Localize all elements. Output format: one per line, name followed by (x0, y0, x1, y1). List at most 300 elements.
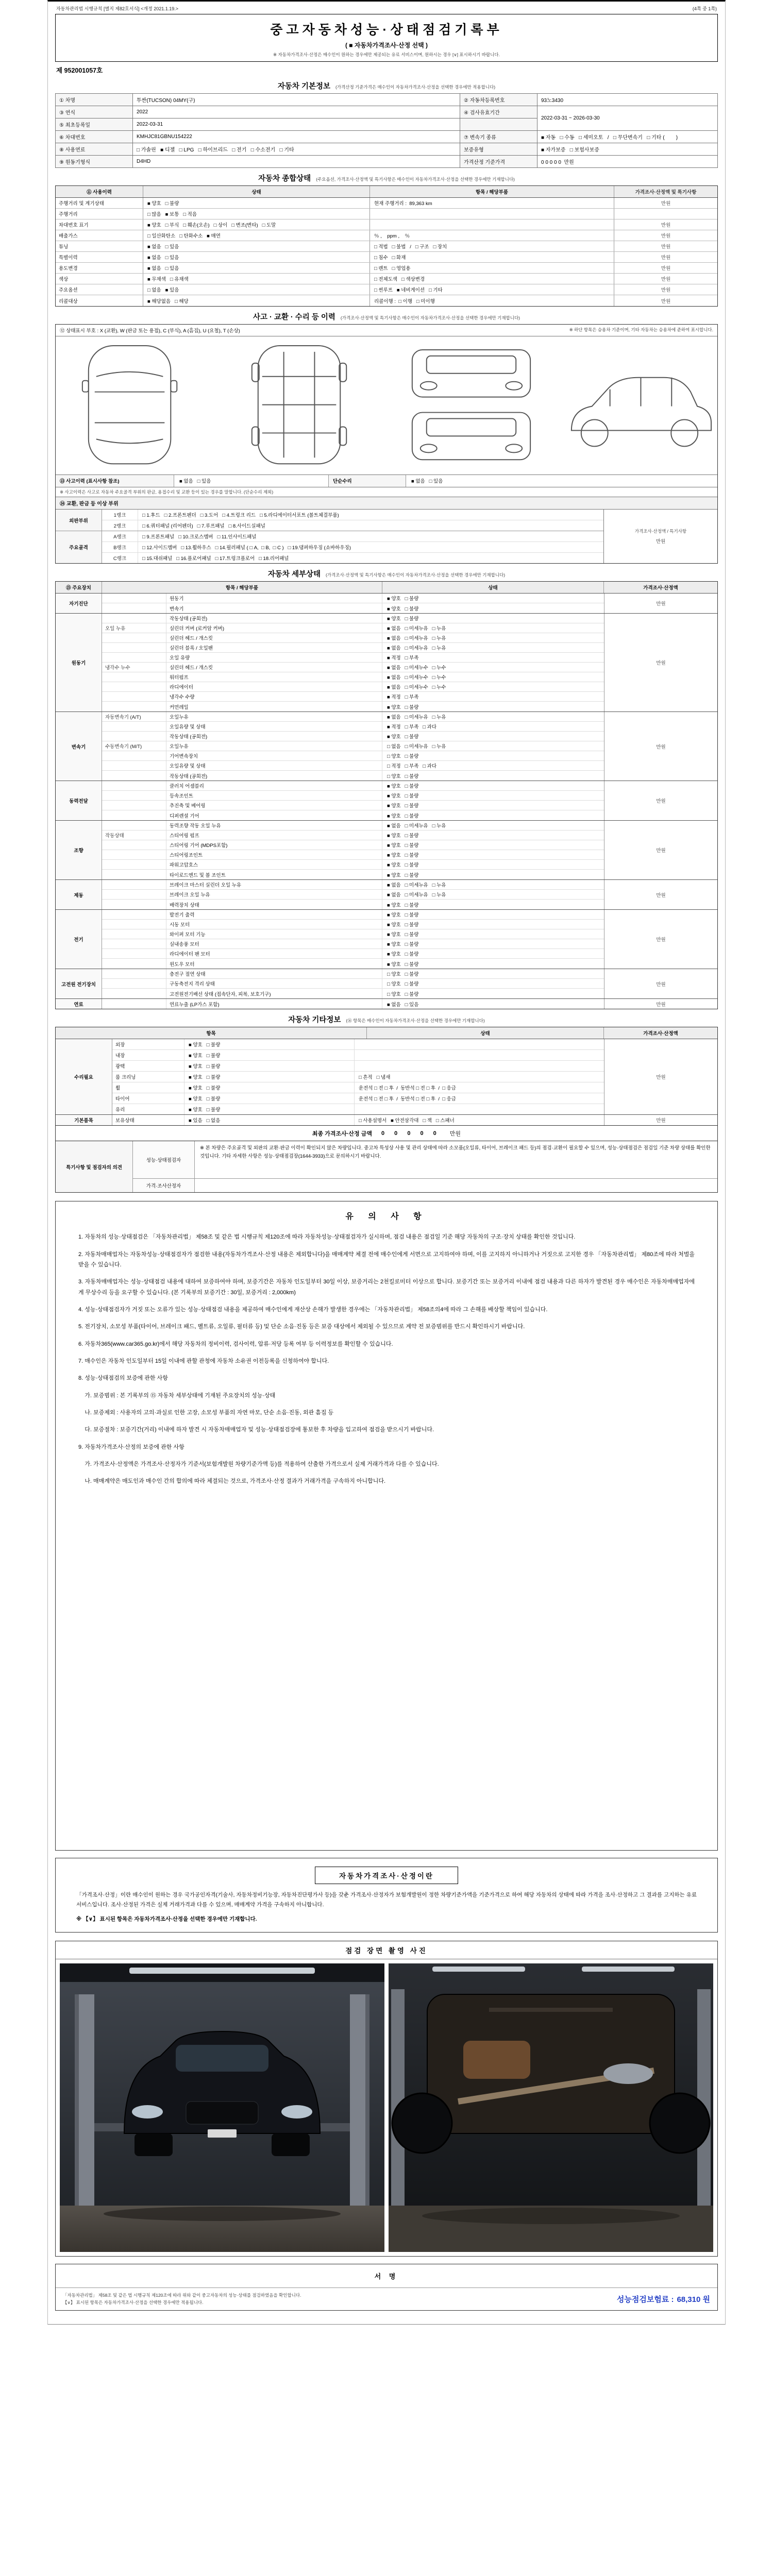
detail-row (102, 614, 604, 623)
notice-item: 6. 자동차365(www.car365.go.kr)에서 해당 자동차의 정비이력, 검사이력, 압류·저당 등록 여부 등 이력정보를 확인할 수 있습니다. (78, 1341, 393, 1347)
detail-row-state: ■ 양호 □ 불량 (387, 961, 419, 968)
detail-row-state: ■ 양호 □ 불량 (387, 843, 419, 849)
detail-row-label: 오일누유 (166, 712, 382, 721)
detail-row-category (102, 801, 166, 810)
main-frame-label: 주요골격 (56, 531, 102, 563)
etc-row-label: 외장 (112, 1039, 184, 1049)
detail-header-price: 가격조사·산정액 (643, 585, 678, 591)
photo-front-art (60, 1963, 384, 2252)
detail-row (102, 890, 604, 900)
signature-notes (63, 2292, 301, 2306)
inspection-photo-grid (56, 1959, 717, 2256)
detail-row-label: 시동 모터 (166, 920, 382, 929)
appraiser-opinion-text (195, 1179, 717, 1192)
overall-row-label: 특별이력 (56, 252, 143, 262)
etc-row (112, 1082, 604, 1093)
detail-row-state: □ 양호 □ 불량 (387, 991, 419, 997)
detail-row-category (102, 850, 166, 859)
detail-row (102, 791, 604, 801)
detail-row-label: 워터펌프 (166, 672, 382, 682)
etc-row-extra: 운전석 □ 전 □ 후 / 동반석 □ 전 □ 후 / □ 응급 (359, 1096, 456, 1103)
section-etc-title: 자동차 기타정보 (288, 1016, 341, 1025)
detail-row-label: 브레이크 오일 누유 (166, 890, 382, 899)
car-underbody-view-diagram (252, 346, 346, 464)
etc-row-state: ■ 양호 □ 불량 (184, 1093, 355, 1104)
overall-row (56, 198, 717, 209)
detail-row-state: ■ 없음 □ 있음 (387, 1002, 419, 1008)
detail-row (102, 840, 604, 850)
overall-row (56, 295, 717, 306)
detail-row (102, 959, 604, 969)
detail-row-category (102, 989, 166, 998)
detail-row-state: ■ 양호 □ 불량 (387, 596, 419, 602)
detail-row (102, 643, 604, 653)
overall-row-label: 주행거리 (56, 209, 143, 219)
overall-row-state: ■ 양호 □ 불량 (143, 198, 370, 208)
part-rank-items: □ 6.쿼터패널 (리어펜더) □ 7.루프패널 □ 8.사이드실패널 (142, 523, 265, 530)
opinion-label: 특기사항 및 점검자의 의견 (56, 1141, 133, 1192)
overall-row-price: 만원 (661, 266, 671, 272)
overall-row-state: □ 없음 ■ 있음 (143, 284, 370, 295)
detail-row-label: 충전구 절연 상태 (166, 969, 382, 978)
detail-row-state: ■ 양호 □ 불량 (387, 853, 419, 859)
etc-group-price: 만원 (604, 1039, 717, 1114)
inspection-fee-label: 성능점검보험료 : (616, 2295, 674, 2304)
detail-row (102, 594, 604, 603)
detail-row-label: 클러치 어셈블리 (166, 781, 382, 790)
detail-row-state: ■ 양호 □ 불량 (387, 862, 419, 869)
overall-row (56, 209, 717, 219)
detail-row-state: ■ 양호 □ 불량 (387, 793, 419, 800)
detail-row (102, 702, 604, 711)
detail-group-rows (102, 880, 604, 909)
detail-row-label: 배력장치 상태 (166, 900, 382, 909)
notice-item: 3. 자동차매매업자는 성능·상태점검 내용에 대하여 보증하여야 하며, 보증기간은 자동차 인도일부터 30일 이상, 보증거리는 2천킬로미터 이상으로 합니다. 보증기간 또는 보증거리 이내에 점검 내용과 다른 하자가 발견된 경우 매수인은 자동차매매업자에게 무상수리 등을 요구할 수 있습니다. (본 기록부의 보증기간 : 30일, 보증거리 : 2,000km) (78, 1279, 695, 1296)
overall-row-extra: □ 적법 □ 불법 / □ 구조 □ 장치 (370, 241, 614, 251)
detail-row (102, 979, 604, 989)
detail-row (102, 850, 604, 860)
detail-row-category (102, 751, 166, 760)
detail-row-category: 오일 누유 (102, 623, 166, 633)
section-overall-title: 자동차 종합상태 (258, 175, 311, 183)
detail-header-state: 상태 (382, 582, 604, 593)
detail-row-label: 디퍼렌셜 기어 (166, 810, 382, 820)
detail-row-state: ■ 없음 □ 미세누유 □ 누유 (387, 892, 446, 899)
detail-row-state: ■ 없음 □ 미세누유 □ 누유 (387, 823, 446, 829)
detail-row-label: 커먼레일 (166, 702, 382, 711)
overall-row-state: ■ 무채색 □ 유채색 (143, 274, 370, 284)
detail-row (102, 623, 604, 633)
detail-group-rows (102, 969, 604, 998)
overall-row-price (614, 209, 717, 219)
detail-group-name: 원동기 (56, 614, 102, 711)
section-overall-note: (주요옵션, 가격조사·산정액 및 특기사항은 매수인이 자동차가격조사·산정을 선택한 경우에만 기재합니다) (316, 177, 515, 182)
detail-row-category (102, 969, 166, 978)
accident-history-note: ※ 사고이력은 사고로 자동차 주요골격 부위의 판금, 용접수리 및 교환 등이 있는 경우를 말합니다. (단순수리 제외) (56, 487, 717, 497)
overall-row-state: ■ 없음 □ 있음 (143, 252, 370, 262)
detail-row-category (102, 672, 166, 682)
inspection-fee (617, 2294, 710, 2304)
overall-row-extra: □ 침수 □ 화재 (370, 252, 614, 262)
overall-row-state: ■ 양호 □ 부식 □ 훼손(오손) □ 상이 □ 변조(변타) □ 도말 (143, 219, 370, 230)
etc-row-extra (355, 1039, 604, 1049)
detail-row-state: ■ 적정 □ 부족 □ 과다 (387, 724, 437, 731)
engine-type-value: D4HD (133, 156, 460, 168)
exchange-section-label: ⑭ 교환, 판금 등 이상 부위 (56, 497, 717, 510)
final-price-label: 최종 가격조사·산정 금액 (312, 1130, 372, 1137)
detail-group-rows (102, 712, 604, 781)
inspection-photo-front (60, 1963, 384, 2252)
overall-header-row (56, 186, 717, 198)
detail-row-label: 작동상태 (공회전) (166, 614, 382, 623)
detail-row-label: 발전기 출력 (166, 910, 382, 919)
detail-row (102, 692, 604, 702)
detail-group-rows (102, 594, 604, 613)
detail-row (102, 672, 604, 682)
notice-item: 8. 성능·상태점검의 보증에 관한 사항 (78, 1375, 168, 1382)
photo-underbody-art (389, 1963, 713, 2252)
detail-row-label: 실린더 커버 (로커암 커버) (166, 623, 382, 633)
overall-row (56, 252, 717, 263)
etc-group-rows (112, 1115, 604, 1125)
form-reference-row (55, 4, 718, 14)
detail-row-state: ■ 없음 □ 미세누수 □ 누수 (387, 685, 446, 691)
accident-history-label: ⑬ 사고이력 (표시사항 참조) (56, 475, 174, 487)
detail-group-steering (56, 821, 717, 880)
detail-row-category (102, 910, 166, 919)
outer-panel-label: 외판부위 (56, 510, 102, 531)
detail-row-state: ■ 양호 □ 불량 (387, 734, 419, 740)
detail-row-category (102, 900, 166, 909)
etc-row-label: 타이어 (112, 1093, 184, 1104)
overall-row-state: ■ 없음 □ 있음 (143, 263, 370, 273)
etc-row-state: ■ 있음 □ 없음 (184, 1115, 355, 1125)
part-rank-row (102, 542, 603, 553)
detail-row-label: 윈도우 모터 (166, 959, 382, 969)
detail-row (102, 929, 604, 939)
part-rank-row (102, 553, 603, 563)
detail-row-label: 오일유량 및 상태 (166, 722, 382, 731)
detail-row-label: 스티어링조인트 (166, 850, 382, 859)
etc-row (112, 1115, 604, 1125)
etc-group-basicitems (56, 1115, 717, 1125)
price-survey-info-title: 자동차가격조사·산정이란 (315, 1867, 458, 1884)
accident-price-label: 가격조사·산정액 / 특기사항 (634, 529, 687, 534)
detail-row-label: 동력조향 작동 오일 누유 (166, 821, 382, 830)
etc-row-state: ■ 양호 □ 불량 (184, 1039, 355, 1049)
detail-row-label: 실내송풍 모터 (166, 939, 382, 948)
detail-row-category (102, 702, 166, 711)
etc-row-label: 보유상태 (112, 1115, 184, 1125)
overall-row-price: 만원 (661, 201, 671, 207)
inspection-photos-section (55, 1941, 718, 2257)
base-price-value: 0 0 0 0 0 만원 (537, 156, 718, 168)
etc-group-repair (56, 1039, 717, 1115)
car-views-diagram (58, 341, 715, 469)
detail-group-name: 고전원 전기장치 (56, 969, 102, 998)
detail-row-category (102, 732, 166, 741)
section-detail-title: 자동차 세부상태 (267, 570, 321, 579)
detail-row-label: 작동상태 (공회전) (166, 732, 382, 741)
accident-history-table (55, 324, 718, 564)
etc-header-row (56, 1027, 717, 1039)
detail-row-category: 작동상태 (102, 831, 166, 840)
notice-item: 9. 자동차가격조사·산정의 보증에 관한 사항 (78, 1444, 184, 1450)
detail-row-label: 오일누유 (166, 741, 382, 751)
detail-row-state: □ 적정 □ 부족 □ 과다 (387, 764, 437, 770)
opinion-rows (133, 1141, 717, 1192)
detail-row-category (102, 999, 166, 1009)
etc-row-label: 유리 (112, 1104, 184, 1114)
vin-label: ⑥ 차대번호 (56, 131, 133, 143)
notice-title: 유 의 사 항 (345, 1212, 428, 1222)
part-rank-items: □ 1.후드 □ 2.프론트펜더 □ 3.도어 □ 4.트렁크 리드 □ 5.라디에이터서포트 (볼트체결부품) (142, 513, 339, 519)
detail-row-state: □ 양호 □ 불량 (387, 972, 419, 978)
detail-group-name: 자기진단 (56, 594, 102, 613)
overall-header-item: 항목 / 해당부품 (370, 186, 614, 197)
detail-row-label: 변속기 (166, 603, 382, 613)
overall-row-label: 차대번호 표기 (56, 219, 143, 230)
etc-row-label: 내장 (112, 1050, 184, 1060)
detail-row (102, 821, 604, 831)
section-etc-head (55, 1009, 718, 1027)
fuel-label: ⑧ 사용연료 (56, 143, 133, 156)
overall-row-price: 만원 (661, 255, 671, 261)
title-box (55, 14, 718, 62)
detail-group-price: 만원 (604, 594, 717, 613)
detail-row (102, 781, 604, 791)
overall-rows (56, 198, 717, 306)
inspection-photos-title: 점검 장면 촬영 사진 (56, 1941, 717, 1959)
signature-label: 서 명 (56, 2264, 717, 2288)
etc-info-table (55, 1027, 718, 1126)
price-survey-select-label: ( ■ 자동차가격조사·산정 선택 ) (345, 42, 428, 49)
detail-row-category (102, 860, 166, 869)
base-price-label: 가격산정 기준가격 (460, 156, 537, 168)
notice-item: 가. 보증범위 : 본 기록부의 ⑮ 자동차 세부상태에 기재된 주요장치의 성능·상태 (78, 1392, 276, 1399)
section-overall-head (55, 168, 718, 185)
inspection-fee-value: 68,310 원 (677, 2295, 710, 2304)
etc-row-label: 휠 (112, 1082, 184, 1093)
etc-row (112, 1039, 604, 1050)
detail-row-category: 수동변속기 (M/T) (102, 741, 166, 751)
detail-row-state: ■ 양호 □ 불량 (387, 942, 419, 948)
engine-type-label: ⑨ 원동기형식 (56, 156, 133, 168)
overall-row-label: 색상 (56, 274, 143, 284)
notice-item: 4. 성능·상태점검자가 거짓 또는 오류가 있는 성능·상태점검 내용을 제공하여 매수인에게 재산상 손해가 발생한 경우에는 「자동차관리법」 제58조의4에 따라 그 손해를 배상할 책임이 있습니다. (78, 1306, 548, 1313)
overall-header-price: 가격조사·산정액 및 특기사항 (635, 190, 697, 195)
etc-row (112, 1061, 604, 1072)
etc-group-price: 만원 (604, 1115, 717, 1125)
detail-group-name: 연료 (56, 999, 102, 1009)
detail-row-category (102, 761, 166, 770)
part-rank-row (102, 510, 603, 520)
etc-row (112, 1072, 604, 1082)
overall-row-state: ■ 해당없음 □ 해당 (143, 295, 370, 306)
part-rank-items: □ 12.사이드멤버 □ 13.휠하우스 □ 14.필러패널 ( □ A, □ B, □ C ) □ 19.댐퍼하우징 (쇼바하우징) (142, 545, 351, 551)
detail-group-rows (102, 821, 604, 879)
detail-group-price: 만원 (604, 910, 717, 969)
etc-row-extra (355, 1061, 604, 1071)
overall-row-price: 만원 (661, 233, 671, 239)
detail-group-powertrain (56, 781, 717, 821)
detail-row-state: ■ 적정 □ 부족 (387, 694, 419, 701)
part-rank-label: B랭크 (102, 542, 138, 552)
detail-row-state: ■ 양호 □ 불량 (387, 606, 419, 612)
transmission-checkboxes: ■ 자동 □ 수동 □ 세미오토 / □ 무단변속기 □ 기타 ( ) (537, 131, 718, 143)
notice-section (55, 1201, 718, 1851)
detail-row-state: ■ 양호 □ 불량 (387, 922, 419, 928)
detail-row-state: ■ 없음 □ 미세누유 □ 누유 (387, 646, 446, 652)
detail-header-row (56, 582, 717, 594)
detail-row-label: 와이퍼 모터 기능 (166, 929, 382, 939)
detail-row (102, 910, 604, 920)
etc-group-name: 기본품목 (56, 1115, 112, 1125)
detail-row-category (102, 890, 166, 899)
spacer-cell (460, 118, 537, 131)
overall-row-price: 만원 (661, 277, 671, 282)
detail-row-state: □ 양호 □ 불량 (387, 754, 419, 760)
detail-row-label: 기어변속장치 (166, 751, 382, 760)
detail-row-category: 냉각수 누수 (102, 663, 166, 672)
price-survey-info-body: 「가격조사·산정」이란 매수인이 원하는 경우 국가공인자격(기술사, 자동차정비기능장, 자동차진단평가사 등)을 갖춘 가격조사·산정자가 보험개발원이 정한 차량기준가액을 기준가격으로 하여 해당 자동차의 상태에 따라 가격을 조사·산정하고 그 결과를 고지하는 유료 서비스입니다. 조사·산정된 가격은 실제 거래가격과 다를 수 있으며, 매매계약 가격을 구속하지 아니합니다. (76, 1892, 697, 1908)
etc-row-extra (355, 1104, 604, 1114)
detail-row (102, 712, 604, 722)
detail-group-price: 만원 (604, 880, 717, 909)
detail-group-rows (102, 910, 604, 969)
notice-item: 나. 매매계약은 매도인과 매수인 간의 합의에 따라 체결되는 것으로, 가격조사·산정 결과가 거래가격을 구속하지 아니합니다. (78, 1478, 386, 1485)
overall-row-label: 용도변경 (56, 263, 143, 273)
overall-row-price: 만원 (661, 298, 671, 304)
overall-row-price: 만원 (661, 287, 671, 293)
detail-row-category (102, 653, 166, 662)
price-survey-info-note: ※ 【∨】 표시된 항목은 자동차가격조사·산정을 선택한 경우에만 기재합니다. (76, 1916, 257, 1922)
detail-row-category (102, 880, 166, 889)
part-rank-label: 2랭크 (102, 520, 138, 531)
detail-group-name: 전기 (56, 910, 102, 969)
part-rank-row (102, 520, 603, 531)
detail-row (102, 860, 604, 870)
inspector-role-label: 성능·상태점검자 (133, 1141, 195, 1178)
detail-row-label: 타이로드엔드 및 볼 조인트 (166, 870, 382, 879)
reg-no-value: 93노3430 (537, 94, 718, 106)
signature-note-1: 「자동차관리법」 제58조 및 같은 법 시행규칙 제120조에 따라 위와 같이 중고자동차의 성능·상태를 점검하였음을 확인합니다. (63, 2293, 301, 2298)
page-title: 중고자동차성능·상태점검기록부 (270, 23, 503, 37)
detail-group-price: 만원 (604, 781, 717, 820)
accident-history-state: ■ 없음 □ 있음 (174, 475, 329, 487)
inspection-period-label: ④ 검사유효기간 (460, 106, 537, 118)
etc-header-price: 가격조사·산정액 (643, 1031, 678, 1037)
detail-row-label: 스티어링 펌프 (166, 831, 382, 840)
detail-row (102, 732, 604, 741)
model-year-label: ③ 연식 (56, 106, 133, 118)
etc-group-rows (112, 1039, 604, 1114)
detail-row-category (102, 821, 166, 830)
detail-row (102, 949, 604, 959)
accident-legend-note: ※ 하단 항목은 승용차 기준이며, 기타 자동차는 승용차에 준하여 표시합니다. (569, 327, 713, 332)
detail-row-category (102, 722, 166, 731)
detail-row-label: 브레이크 마스터 실린더 오일 누유 (166, 880, 382, 889)
etc-row-state: ■ 양호 □ 불량 (184, 1061, 355, 1071)
car-front-rear-view-diagram (412, 350, 530, 460)
section-accident-title: 사고 · 교환 · 수리 등 이력 (253, 313, 335, 321)
notice-item: 나. 보증제외 : 사용자의 고의·과실로 인한 고장, 소모성 부품의 자연 마모, 단순 소음·진동, 외관 흠집 등 (78, 1410, 334, 1416)
detail-row (102, 969, 604, 979)
part-rank-label: 1랭크 (102, 510, 138, 520)
detail-row-state: ■ 없음 □ 미세누유 □ 누유 (387, 626, 446, 632)
reg-no-label: ② 자동차등록번호 (460, 94, 537, 106)
first-registration-label: ⑤ 최초등록일 (56, 118, 133, 131)
detail-row-label: 라디에이터 팬 모터 (166, 949, 382, 958)
inspection-period-value: 2022-03-31 ~ 2026-03-30 (537, 106, 718, 131)
detail-row-state: ■ 양호 □ 불량 (387, 833, 419, 839)
detail-row-state: ■ 없음 □ 미세누유 □ 누유 (387, 715, 446, 721)
detail-row (102, 989, 604, 998)
warranty-type-checkboxes: ■ 자가보증 □ 보험사보증 (537, 143, 718, 156)
detail-row-label: 작동상태 (공회전) (166, 771, 382, 781)
overall-header-state: 상태 (143, 186, 370, 197)
etc-row-extra: □ 흔적 □ 냄새 (359, 1075, 391, 1081)
detail-row-category (102, 870, 166, 879)
overall-row-state: □ 일산화탄소 □ 탄화수소 ■ 매연 (143, 230, 370, 241)
overall-state-table (55, 185, 718, 307)
detail-row-category (102, 603, 166, 613)
section-accident-head (55, 307, 718, 324)
signature-note-2: 【∨】 표시된 항목은 자동차가격조사·산정을 선택한 경우에만 적용됩니다. (63, 2299, 204, 2305)
detail-group-selfdiagnosis (56, 594, 717, 614)
detail-row (102, 831, 604, 840)
overall-row-label: 주요옵션 (56, 284, 143, 295)
overall-row-label: 주행거리 및 계기상태 (56, 198, 143, 208)
fuel-checkboxes: □ 가솔린 ■ 디젤 □ LPG □ 하이브리드 □ 전기 □ 수소전기 □ 기타 (133, 143, 460, 156)
etc-row-label: 룸 크리닝 (112, 1072, 184, 1082)
etc-row (112, 1104, 604, 1114)
detail-row-state: ■ 양호 □ 불량 (387, 704, 419, 710)
title-note: ※ 자동차가격조사·산정은 매수인이 원하는 경우에만 제공되는 유료 서비스이며, 원하시는 경우 [∨] 표시하시기 바랍니다. (273, 52, 500, 57)
signature-section (55, 2264, 718, 2311)
detail-row-category (102, 949, 166, 958)
main-frame-group (56, 531, 603, 563)
first-registration-value: 2022-03-31 (133, 118, 460, 131)
detail-row-label: 구동축전지 격리 상태 (166, 979, 382, 988)
signature-footer-row (56, 2288, 717, 2310)
car-damage-diagrams (56, 336, 717, 475)
form-reference: 자동차관리법 시행규칙 [별지 제82호서식] <개정 2021.1.19.> (56, 6, 179, 11)
overall-row-price: 만원 (661, 244, 671, 250)
part-rank-label: C랭크 (102, 553, 138, 563)
detail-row-state: ■ 양호 □ 불량 (387, 912, 419, 919)
detail-row (102, 771, 604, 781)
detail-row-state: ■ 양호 □ 불량 (387, 616, 419, 622)
detail-state-table (55, 581, 718, 1009)
section-basic-head (55, 76, 718, 93)
detail-row-label: 연료누출 (LP가스 포함) (166, 999, 382, 1009)
section-etc-note: (⑯ 항목은 매수인이 자동차가격조사·산정을 선택한 경우에만 기재합니다) (346, 1018, 485, 1024)
detail-row-category (102, 781, 166, 790)
overall-row (56, 230, 717, 241)
price-survey-info-box (55, 1858, 718, 1933)
detail-group-price: 만원 (604, 614, 717, 711)
detail-row-category (102, 614, 166, 623)
detail-row-state: ■ 양호 □ 불량 (387, 932, 419, 938)
overall-row (56, 219, 717, 230)
overall-row-label: 리콜대상 (56, 295, 143, 306)
overall-row-price: 만원 (661, 223, 671, 228)
detail-row-state: ■ 양호 □ 불량 (387, 803, 419, 809)
overall-row-extra (370, 219, 614, 230)
accident-price-unit: 만원 (656, 539, 666, 545)
overall-row-state: ■ 없음 □ 있음 (143, 241, 370, 251)
